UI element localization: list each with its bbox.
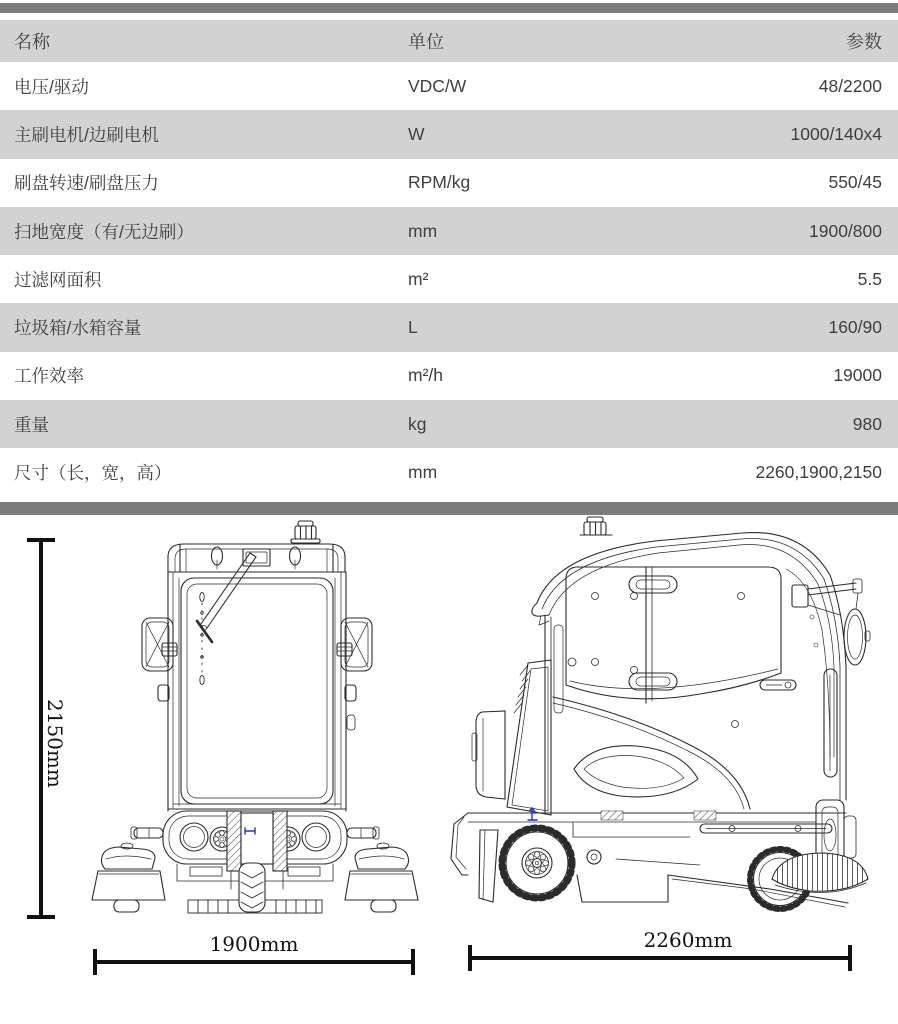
front-right-brush xyxy=(345,843,418,912)
spec-name: 刷盘转速/刷盘压力 xyxy=(14,173,159,194)
side-door-handle xyxy=(760,680,796,690)
side-view-drawing xyxy=(451,517,870,909)
spec-unit: L xyxy=(408,317,418,338)
spec-name: 电压/驱动 xyxy=(14,76,89,97)
spec-name: 过滤网面积 xyxy=(14,269,102,290)
spec-name: 主刷电机/边刷电机 xyxy=(14,124,159,145)
spec-unit: mm xyxy=(408,220,438,241)
spec-unit: mm xyxy=(408,462,438,483)
dimension-drawings xyxy=(0,515,898,1021)
front-right-latch xyxy=(347,715,355,730)
front-view-drawing xyxy=(92,521,418,913)
spec-table xyxy=(0,20,898,497)
spec-value: 160/90 xyxy=(828,317,882,338)
front-body xyxy=(168,572,346,811)
spec-unit: kg xyxy=(408,413,427,434)
front-roof xyxy=(168,544,345,572)
spec-value: 1000/140x4 xyxy=(790,123,882,144)
width-dimension-label: 1900mm xyxy=(209,931,299,956)
table-header-row xyxy=(0,20,898,62)
front-right-handle xyxy=(345,685,356,701)
top-separator-bar xyxy=(0,3,898,13)
side-rear-wheel xyxy=(502,828,572,898)
spec-value: 48/2200 xyxy=(818,75,882,96)
side-door-screws xyxy=(592,592,745,727)
side-roof xyxy=(532,532,846,799)
spec-value: 5.5 xyxy=(857,268,882,289)
spec-row xyxy=(0,159,898,207)
front-left-mirror xyxy=(142,618,177,671)
side-caster xyxy=(587,850,601,864)
spec-row xyxy=(0,62,898,110)
side-door xyxy=(566,567,796,728)
spec-unit: W xyxy=(408,123,425,144)
spec-row xyxy=(0,448,898,496)
front-windshield xyxy=(181,578,333,804)
spec-name: 垃圾箱/水箱容量 xyxy=(14,318,142,339)
spec-row xyxy=(0,303,898,351)
side-brush-arm xyxy=(700,824,832,833)
spec-row xyxy=(0,352,898,400)
spec-row xyxy=(0,400,898,448)
spec-unit: m²/h xyxy=(408,365,443,386)
spec-name: 尺寸（长，宽，高） xyxy=(14,463,172,484)
length-dimension-label: 2260mm xyxy=(643,927,733,952)
spec-unit: VDC/W xyxy=(408,75,467,96)
column-header-value: 参数 xyxy=(846,32,882,52)
spec-value: 980 xyxy=(852,413,882,434)
spec-row xyxy=(0,207,898,255)
spec-value: 2260,1900,2150 xyxy=(755,462,882,483)
spec-value: 550/45 xyxy=(828,172,882,193)
side-grab-rail xyxy=(824,669,837,777)
spec-name: 工作效率 xyxy=(14,366,84,387)
side-beacon-icon xyxy=(580,517,612,535)
front-wheel xyxy=(239,863,265,912)
front-left-handle xyxy=(158,685,169,701)
side-rear-tank xyxy=(472,711,505,799)
front-antenna xyxy=(200,592,204,684)
column-header-unit: 单位 xyxy=(408,32,444,52)
spec-unit: m² xyxy=(408,268,429,289)
side-mirror xyxy=(792,579,870,665)
spec-unit: RPM/kg xyxy=(408,172,471,193)
spec-value: 1900/800 xyxy=(809,220,882,241)
spec-row xyxy=(0,110,898,158)
front-left-brush xyxy=(92,843,165,912)
front-beacon-icon xyxy=(291,521,320,543)
spec-value: 19000 xyxy=(833,365,882,386)
bottom-separator-bar xyxy=(0,502,898,515)
column-header-name: 名称 xyxy=(14,32,50,52)
spec-row xyxy=(0,255,898,303)
spec-table-rows xyxy=(0,62,898,497)
front-right-mirror xyxy=(337,618,372,671)
side-blue-mark xyxy=(528,808,537,820)
dimension-annotations xyxy=(27,540,850,975)
spec-name: 重量 xyxy=(14,414,49,435)
front-center-pillars xyxy=(227,811,287,871)
side-cowl xyxy=(553,697,750,809)
height-dimension-label: 2150mm xyxy=(43,698,67,788)
front-windshield-inner xyxy=(187,584,327,798)
spec-name: 扫地宽度（有/无边刷） xyxy=(14,221,194,242)
side-rear-flap xyxy=(451,813,498,902)
